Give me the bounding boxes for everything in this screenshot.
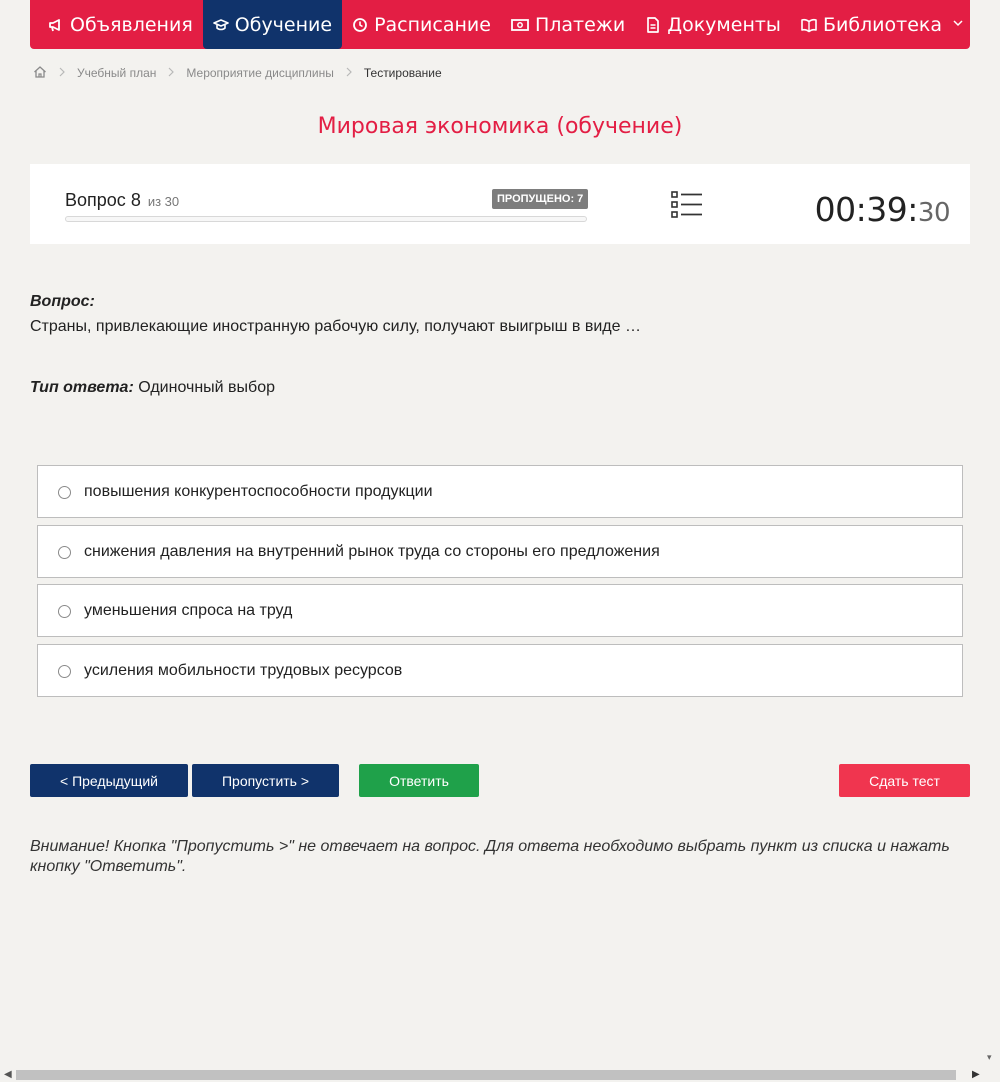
timer-seconds: 30 bbox=[917, 198, 950, 228]
question-total: из 30 bbox=[147, 194, 180, 209]
answer-option[interactable] bbox=[37, 644, 963, 697]
answer-option[interactable] bbox=[37, 525, 963, 578]
nav-item-label: Документы bbox=[667, 13, 781, 36]
nav-item-documents[interactable] bbox=[635, 0, 791, 49]
scrollbar-thumb[interactable] bbox=[16, 1070, 956, 1080]
answer-type bbox=[30, 379, 275, 397]
chevron-right-icon bbox=[168, 66, 174, 80]
question-text: Страны, привлекающие иностранную рабочую силу, получают выигрыш в виде … bbox=[30, 318, 641, 335]
skip-button[interactable]: Пропустить > bbox=[192, 764, 339, 797]
radio-button[interactable] bbox=[58, 546, 71, 559]
warning-text: Внимание! Кнопка "Пропустить >" не отвечает на вопрос. Для ответа необходимо выбрать пункт из списка и нажать кнопку "Ответить". bbox=[30, 838, 950, 875]
answer-type-value: Одиночный выбор bbox=[138, 379, 275, 396]
timer: 00:39:30 bbox=[814, 190, 950, 229]
answer-option-label: повышения конкурентоспособности продукции bbox=[84, 482, 433, 500]
home-icon[interactable] bbox=[33, 65, 47, 82]
question-number-value: 8 bbox=[130, 190, 141, 210]
nav-item-label: Обучение bbox=[234, 13, 333, 36]
answer-button[interactable]: Ответить bbox=[359, 764, 479, 797]
nav-item-schedule[interactable] bbox=[342, 0, 501, 49]
question-header bbox=[30, 164, 970, 244]
scroll-right-arrow-icon[interactable]: ▶ bbox=[972, 1069, 980, 1080]
answer-type-label: Тип ответа: bbox=[30, 379, 134, 396]
nav-item-label: Библиотека bbox=[822, 13, 943, 36]
breadcrumb bbox=[33, 63, 442, 83]
page-title: Мировая экономика (обучение) bbox=[317, 114, 683, 139]
megaphone-icon bbox=[48, 17, 64, 33]
scroll-left-arrow-icon[interactable]: ◀ bbox=[4, 1069, 12, 1080]
chevron-right-icon bbox=[59, 66, 65, 80]
list-icon[interactable] bbox=[671, 191, 703, 224]
answer-option[interactable] bbox=[37, 584, 963, 637]
question-number-label: Вопрос bbox=[65, 190, 126, 210]
question-label: Вопрос: bbox=[30, 293, 95, 310]
chevron-down-icon bbox=[952, 17, 964, 33]
nav-item-label: Расписание bbox=[374, 13, 491, 36]
radio-button[interactable] bbox=[58, 605, 71, 618]
breadcrumb-link-event[interactable]: Мероприятие дисциплины bbox=[186, 66, 334, 80]
answer-option-label: уменьшения спроса на труд bbox=[84, 601, 293, 619]
horizontal-scrollbar[interactable] bbox=[0, 1066, 986, 1082]
nav-item-learning[interactable] bbox=[203, 0, 342, 49]
graduation-cap-icon bbox=[213, 17, 229, 33]
answer-option-label: снижения давления на внутренний рынок труда со стороны его предложения bbox=[84, 542, 660, 560]
clock-icon bbox=[352, 17, 368, 33]
skipped-badge: ПРОПУЩЕНО: 7 bbox=[492, 189, 588, 209]
answer-option[interactable] bbox=[37, 465, 963, 518]
scroll-down-arrow-icon[interactable]: ▾ bbox=[987, 1052, 992, 1062]
main-nav bbox=[30, 0, 970, 49]
answer-option-label: усиления мобильности трудовых ресурсов bbox=[84, 661, 403, 679]
nav-item-label: Платежи bbox=[534, 13, 626, 36]
book-icon bbox=[801, 17, 817, 33]
chevron-right-icon bbox=[346, 66, 352, 80]
timer-hours: 00 bbox=[814, 190, 856, 229]
progress-bar bbox=[65, 216, 587, 222]
document-icon bbox=[645, 17, 661, 33]
nav-item-announcements[interactable] bbox=[38, 0, 203, 49]
radio-button[interactable] bbox=[58, 486, 71, 499]
submit-test-button[interactable]: Сдать тест bbox=[839, 764, 970, 797]
breadcrumb-link-curriculum[interactable]: Учебный план bbox=[77, 66, 157, 80]
question-number bbox=[65, 190, 179, 211]
previous-button[interactable]: < Предыдущий bbox=[30, 764, 188, 797]
timer-minutes: 39 bbox=[866, 190, 908, 229]
money-icon bbox=[511, 17, 529, 33]
nav-item-payments[interactable] bbox=[501, 0, 635, 49]
nav-item-label: Объявления bbox=[70, 13, 193, 36]
breadcrumb-current: Тестирование bbox=[363, 66, 442, 80]
nav-item-library[interactable] bbox=[791, 0, 974, 49]
radio-button[interactable] bbox=[58, 665, 71, 678]
